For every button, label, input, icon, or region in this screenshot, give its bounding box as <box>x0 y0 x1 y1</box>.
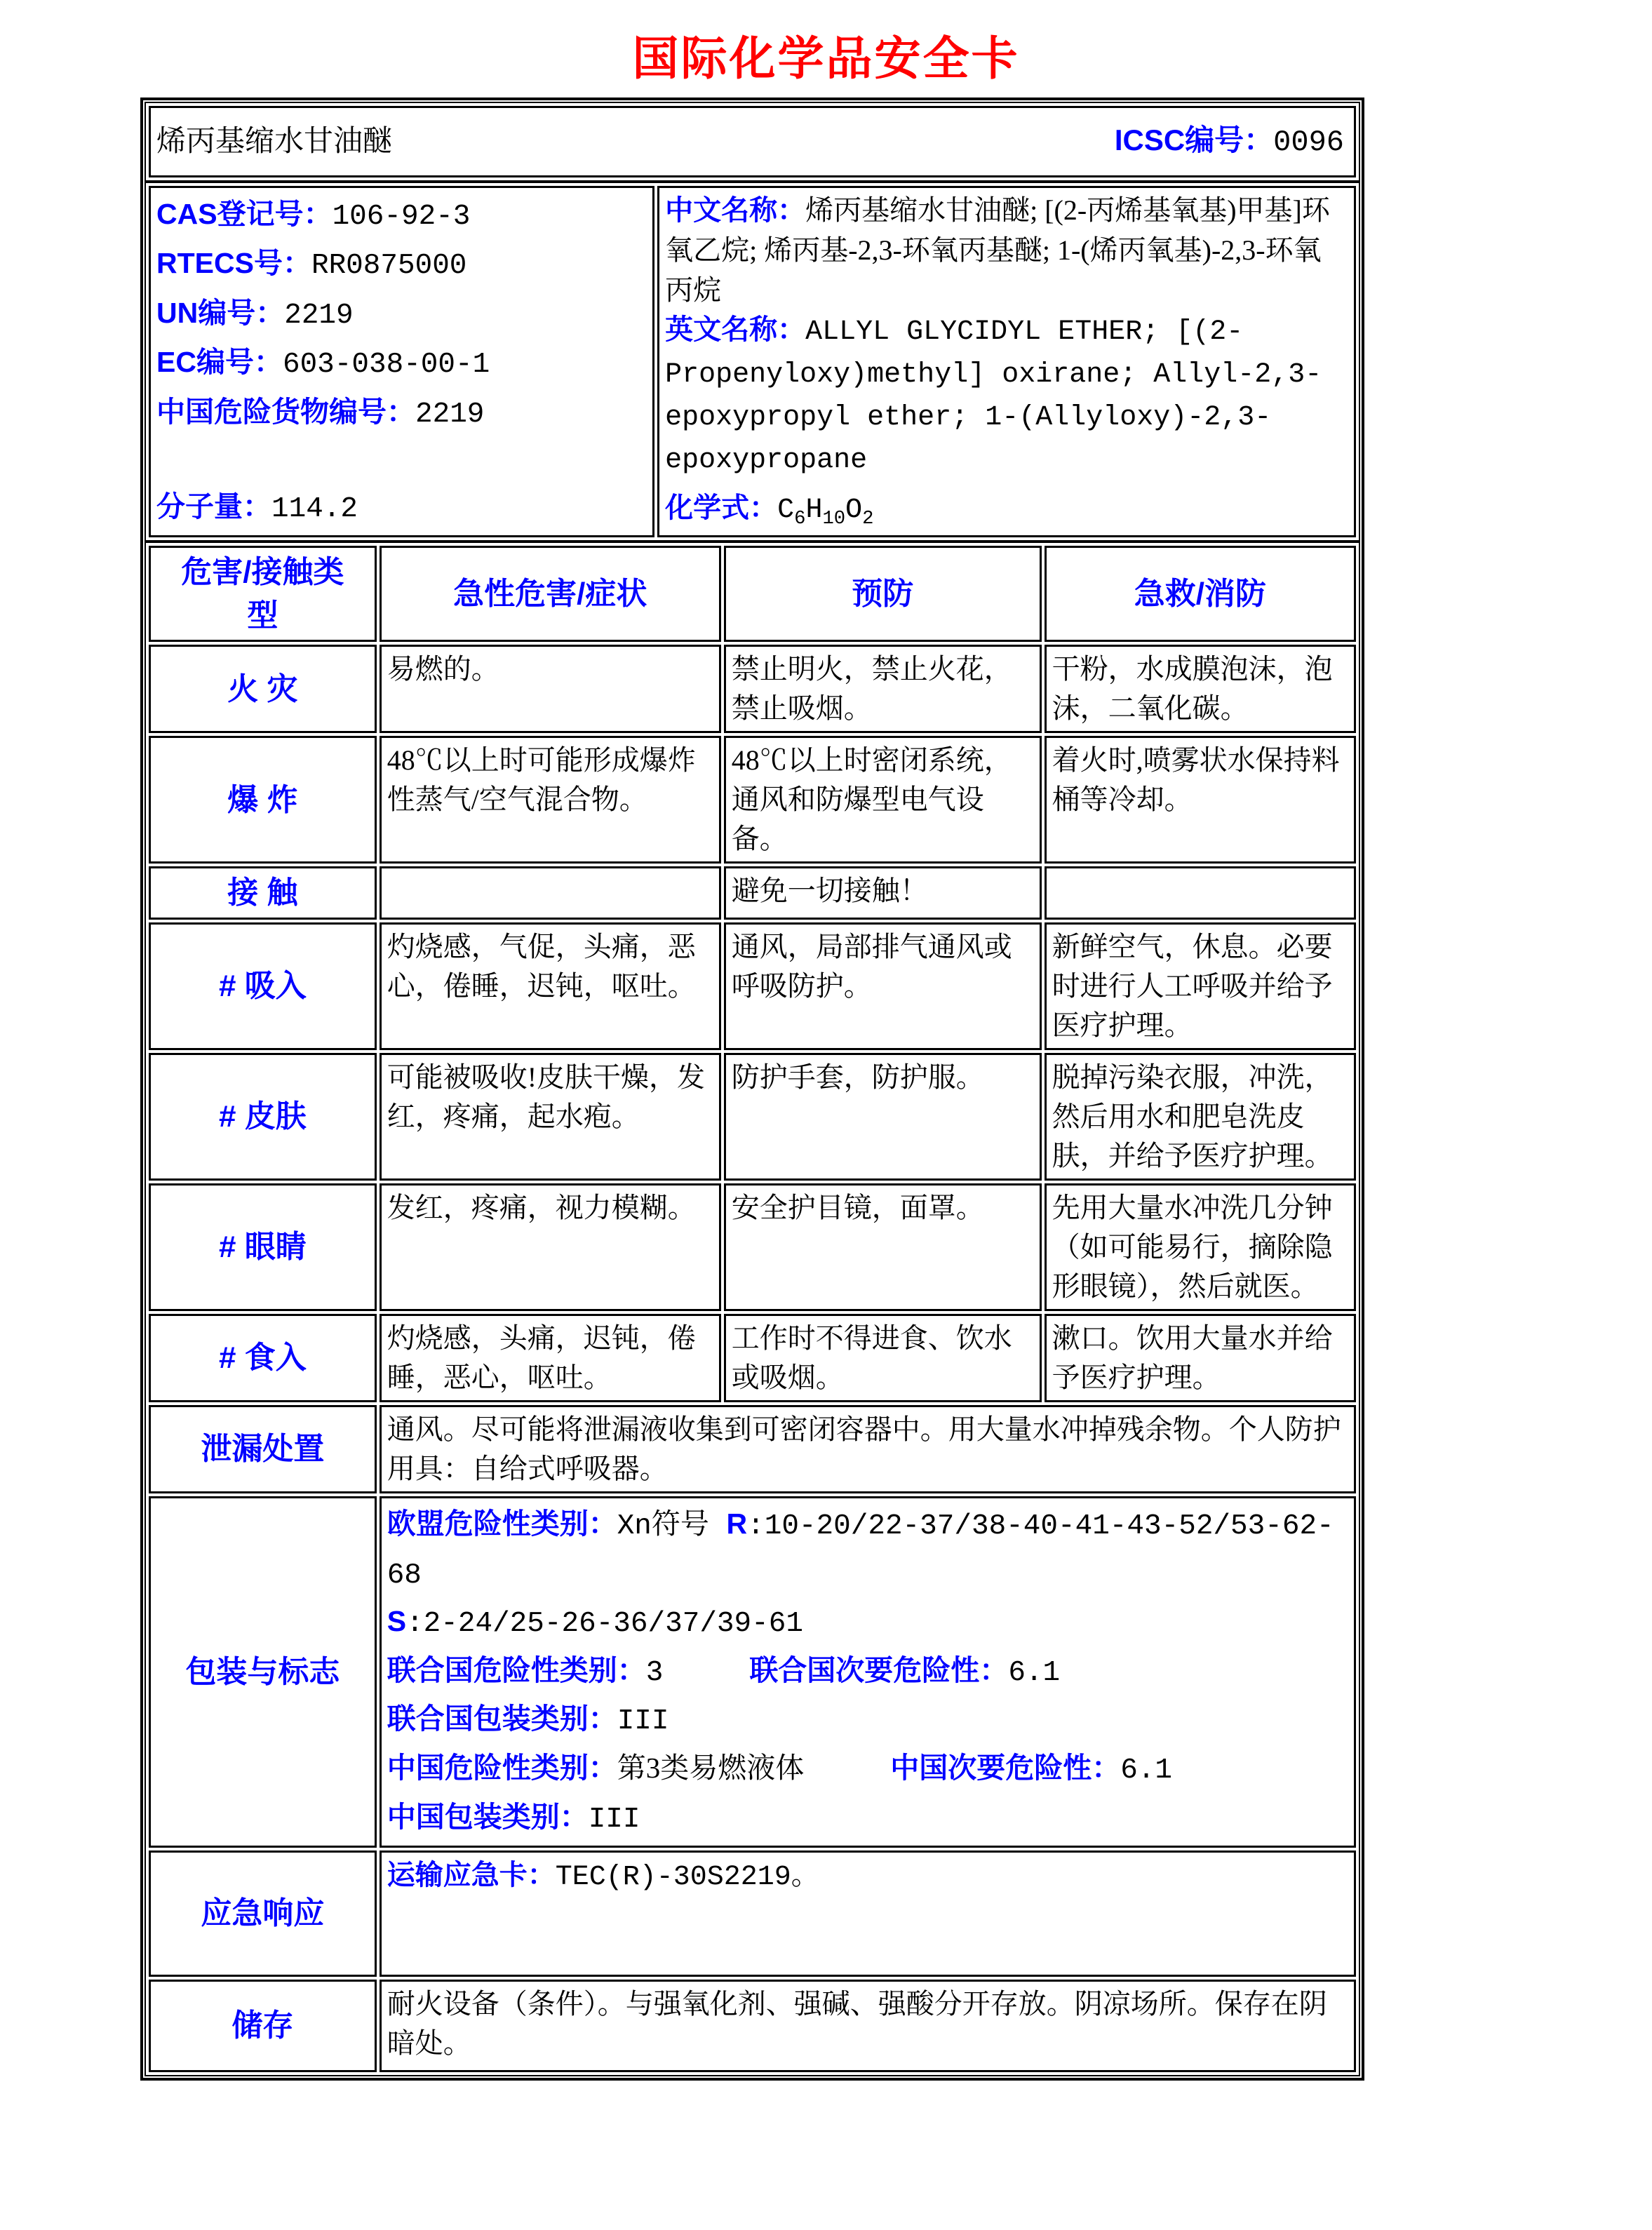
firstaid-cell: 新鲜空气，休息。必要时进行人工呼吸并给予医疗护理。 <box>1045 922 1356 1050</box>
prevention-cell: 禁止明火，禁止火花，禁止吸烟。 <box>724 645 1042 733</box>
column-header-prevention: 预防 <box>724 546 1042 642</box>
packaging-line: 中国包装类别：III <box>387 1800 640 1836</box>
row-type-label: # 皮肤 <box>149 1053 377 1181</box>
row-type-label: 火 灾 <box>149 645 377 733</box>
names-section <box>657 186 1356 537</box>
storage-row <box>149 1980 1356 2072</box>
storage-label: 储存 <box>149 1980 377 2072</box>
molecular-weight-label: 分子量： <box>156 490 271 523</box>
formula-value: $C_6H_{10}O_2$ <box>777 494 874 530</box>
emergency-row <box>149 1851 1356 1977</box>
identifier-value: 2219 <box>284 299 354 332</box>
chemical-name: 烯丙基缩水甘油醚 <box>156 125 393 158</box>
firstaid-cell <box>1045 866 1356 920</box>
hazard-row-skin <box>149 1053 1356 1181</box>
prevention-cell: 通风，局部排气通风或呼吸防护。 <box>724 922 1042 1050</box>
identifier-value: 603-038-00-1 <box>282 349 490 382</box>
prevention-cell: 安全护目镜，面罩。 <box>724 1183 1042 1311</box>
firstaid-cell: 干粉，水成膜泡沫，泡沫，二氧化碳。 <box>1045 645 1356 733</box>
prevention-cell: 防护手套，防护服。 <box>724 1053 1042 1181</box>
emergency-value: TEC(R)-30S2219。 <box>555 1862 819 1894</box>
packaging-line: 欧盟危险性类别：Xn符号 R:10-20/22-37/38-40-41-43-52/53-62-68 <box>387 1507 1334 1592</box>
hazard-header-row <box>149 546 1356 642</box>
identifiers-section <box>149 186 654 537</box>
hazard-cell: 易燃的。 <box>380 645 721 733</box>
identifier-value: 106-92-3 <box>332 201 471 233</box>
packaging-lines <box>380 1496 1356 1848</box>
prevention-cell: 工作时不得进食、饮水或吸烟。 <box>724 1314 1042 1402</box>
hazard-row-eyes <box>149 1183 1356 1311</box>
identifier-value: 2219 <box>415 398 485 431</box>
hazard-table <box>145 542 1360 2076</box>
column-header-type: 危害/接触类型 <box>149 546 377 642</box>
hazard-cell: 灼烧感，头痛，迟钝，倦睡，恶心，呕吐。 <box>380 1314 721 1402</box>
packaging-line: S:2-24/25-26-36/37/39-61 <box>387 1605 803 1641</box>
storage-text: 耐火设备（条件）。与强氧化剂、强碱、强酸分开存放。阴凉场所。保存在阴暗处。 <box>380 1980 1356 2072</box>
spill-label: 泄漏处置 <box>149 1405 377 1493</box>
identifier-row-cas <box>156 191 647 240</box>
english-name-paragraph <box>665 310 1348 481</box>
prevention-cell: 避免一切接触！ <box>724 866 1042 920</box>
molecular-weight-value: 114.2 <box>271 492 358 525</box>
identifier-row-china-dg <box>156 389 647 438</box>
hazard-cell: 可能被吸收!皮肤干燥，发红，疼痛，起水疱。 <box>380 1053 721 1181</box>
hazard-row-explosion <box>149 736 1356 864</box>
firstaid-cell: 漱口。饮用大量水并给予医疗护理。 <box>1045 1314 1356 1402</box>
prevention-cell: 48℃以上时密闭系统，通风和防爆型电气设备。 <box>724 736 1042 864</box>
hazard-row-inhalation <box>149 922 1356 1050</box>
chinese-name-paragraph <box>665 191 1348 310</box>
identifier-label: RTECS号： <box>156 247 311 280</box>
chemical-name-row <box>149 106 1356 177</box>
identifier-label: CAS登记号： <box>156 198 333 230</box>
emergency-label: 应急响应 <box>149 1851 377 1977</box>
column-header-hazard: 急性危害/症状 <box>380 546 721 642</box>
icsc-number: 0096 <box>1273 126 1344 160</box>
page-title: 国际化学品安全卡 <box>632 32 1020 84</box>
firstaid-cell: 先用大量水冲洗几分钟（如可能易行，摘除隐形眼镜），然后就医。 <box>1045 1183 1356 1311</box>
icsc-label: ICSC编号： <box>1114 123 1274 157</box>
name-table <box>145 102 1360 182</box>
firstaid-cell: 着火时,喷雾状水保持料桶等冷却。 <box>1045 736 1356 864</box>
hazard-row-ingestion <box>149 1314 1356 1402</box>
row-type-label: # 食入 <box>149 1314 377 1402</box>
packaging-label: 包装与标志 <box>149 1496 377 1848</box>
hazard-row-fire <box>149 645 1356 733</box>
emergency-lead: 运输应急卡： <box>387 1860 556 1891</box>
hazard-cell: 发红，疼痛，视力模糊。 <box>380 1183 721 1311</box>
identifier-row-un <box>156 290 647 339</box>
packaging-line: 中国危险性类别：第3类易燃液体 中国次要危险性：6.1 <box>387 1751 1173 1787</box>
formula-label: 化学式： <box>665 492 778 523</box>
identity-table <box>145 182 1360 542</box>
spill-text: 通风。尽可能将泄漏液收集到可密闭容器中。用大量水冲掉残余物。个人防护用具：自给式呼吸器。 <box>380 1405 1356 1493</box>
hazard-cell: 灼烧感，气促，头痛，恶心，倦睡，迟钝，呕吐。 <box>380 922 721 1050</box>
identifier-row-ec <box>156 339 647 388</box>
chinese-name-label: 中文名称： <box>665 195 806 226</box>
spill-row <box>149 1405 1356 1493</box>
row-type-label: # 眼睛 <box>149 1183 377 1311</box>
safety-card <box>140 98 1364 2081</box>
hazard-cell <box>380 866 721 920</box>
chinese-name-value: 烯丙基缩水甘油醚; [(2-丙烯基氧基)甲基]环氧乙烷; 烯丙基-2,3-环氧丙基醚; 1-(烯丙氧基)-2,3-环氧丙烷 <box>665 194 1330 306</box>
identifier-value: RR0875000 <box>311 250 467 283</box>
row-type-label: # 吸入 <box>149 922 377 1050</box>
formula-paragraph <box>665 488 1348 533</box>
firstaid-cell: 脱掉污染衣服，冲洗，然后用水和肥皂洗皮肤，并给予医疗护理。 <box>1045 1053 1356 1181</box>
hazard-cell: 48℃以上时可能形成爆炸性蒸气/空气混合物。 <box>380 736 721 864</box>
packaging-line: 联合国危险性类别：3 联合国次要危险性：6.1 <box>387 1653 1061 1689</box>
english-name-label: 英文名称： <box>665 314 806 346</box>
molecular-weight-row <box>156 483 647 532</box>
row-type-label: 爆 炸 <box>149 736 377 864</box>
identifier-row-rtecs <box>156 240 647 289</box>
row-type-label: 接 触 <box>149 866 377 920</box>
identifier-label: 中国危险货物编号： <box>156 395 415 428</box>
packaging-line: 联合国包装类别：III <box>387 1702 669 1738</box>
english-name-value: ALLYL GLYCIDYL ETHER; [(2-Propenyloxy)methyl] oxirane; Allyl-2,3-epoxypropyl ether; 1-(Allyloxy)-2,3-epoxypropane <box>665 316 1322 476</box>
packaging-row <box>149 1496 1356 1848</box>
identifier-label: EC编号： <box>156 346 283 379</box>
hazard-row-contact <box>149 866 1356 920</box>
column-header-firstaid: 急救/消防 <box>1045 546 1356 642</box>
emergency-text <box>380 1851 1356 1977</box>
identifier-label: UN编号： <box>156 296 285 329</box>
